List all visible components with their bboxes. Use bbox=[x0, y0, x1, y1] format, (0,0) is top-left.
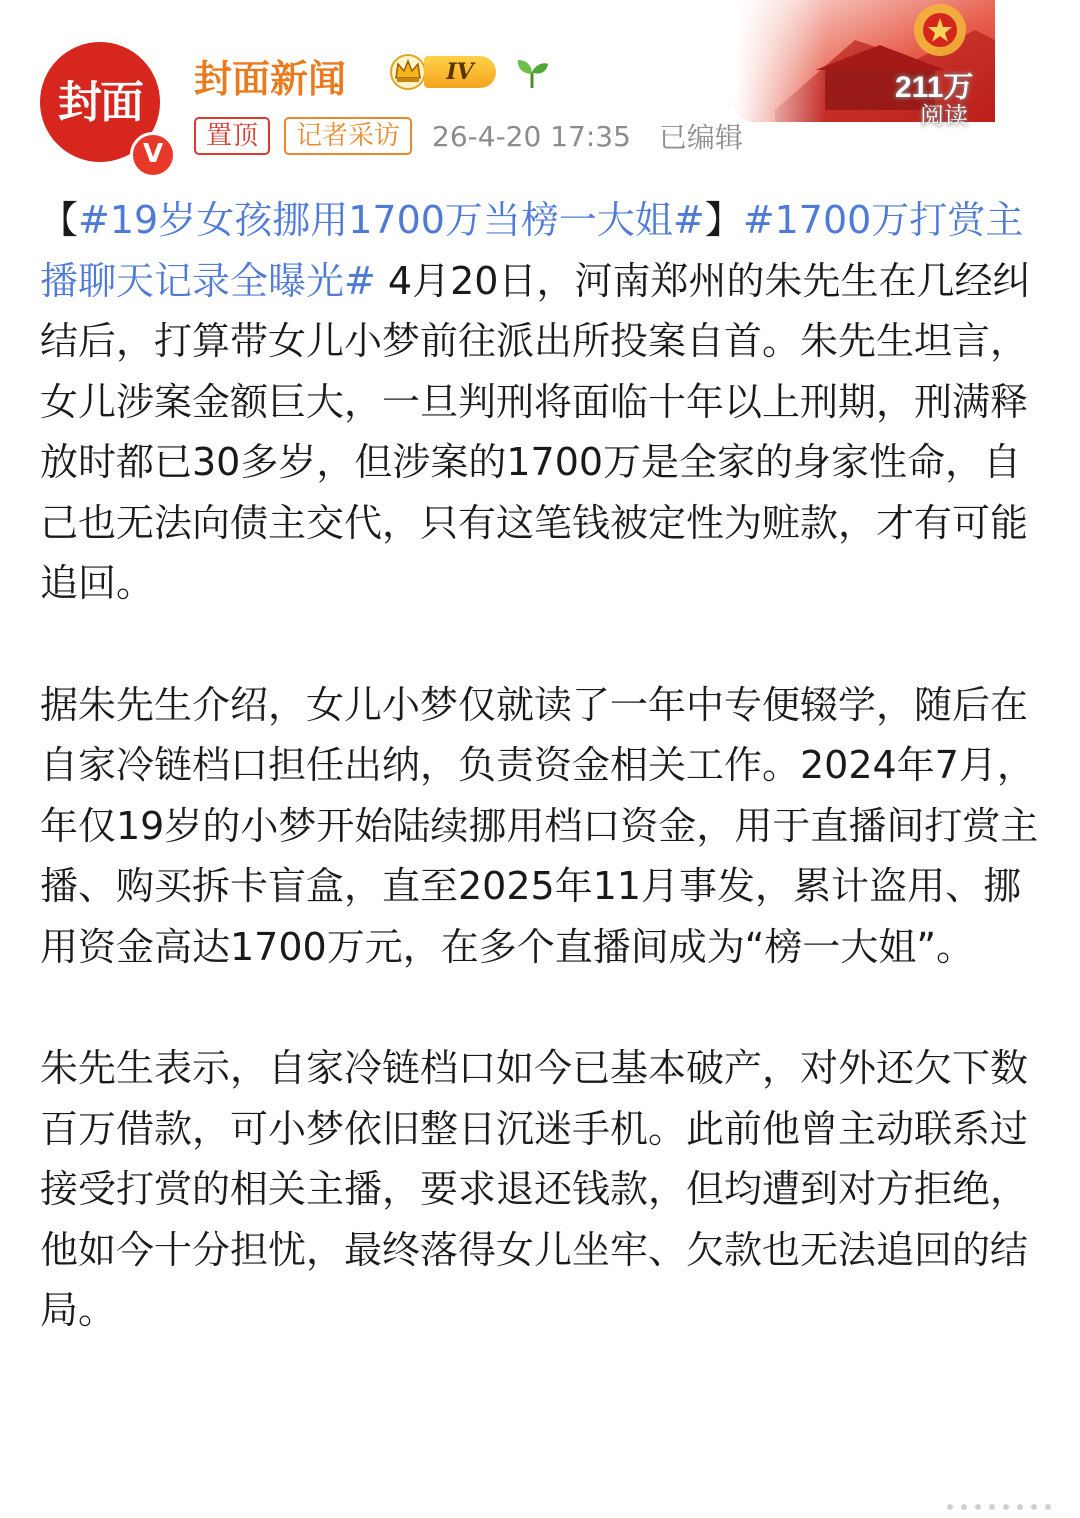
hashtag-link[interactable]: #19岁女孩挪用1700万当榜一大姐# bbox=[78, 198, 705, 242]
paragraph-1 bbox=[40, 190, 1040, 614]
paragraph-gap bbox=[40, 614, 1040, 675]
sprout-icon bbox=[512, 54, 552, 90]
read-label: 阅读 bbox=[920, 102, 968, 130]
paragraph-2: 据朱先生介绍，女儿小梦仅就读了一年中专便辍学，随后在自家冷链档口担任出纳，负责资金相关工作。2024年7月，年仅19岁的小梦开始陆续挪用档口资金，用于直播间打赏主播、购买拆卡盲盒，直至2025年11月事发，累计盗用、挪用资金高达1700万元，在多个直播间成为“榜一大姐”。 bbox=[40, 682, 1039, 969]
avatar[interactable] bbox=[40, 42, 164, 169]
paragraph-gap bbox=[40, 977, 1040, 1038]
interview-tag[interactable]: 记者采访 bbox=[284, 117, 412, 155]
paragraph-3: 朱先生表示，自家冷链档口如今已基本破产，对外还欠下数百万借款，可小梦依旧整日沉迷手机。此前他曾主动联系过接受打赏的相关主播，要求退还钱款，但均遭到对方拒绝，他如今十分担忧，最终落得女儿坐牢、欠款也无法追回的结局。 bbox=[40, 1046, 1029, 1332]
user-name[interactable]: 封面新闻 bbox=[194, 57, 347, 101]
post-header bbox=[0, 0, 1080, 175]
scroll-indicator-dots bbox=[942, 1500, 1062, 1514]
post-time: 26-4-20 17:35 bbox=[432, 119, 631, 153]
meta-row bbox=[194, 116, 743, 156]
paragraph-1-text: 4月20日，河南郑州的朱先生在几经纠结后，打算带女儿小梦前往派出所投案自首。朱先生坦言，女儿涉案金额巨大，一旦判刑将面临十年以上刑期，刑满释放时都已30多岁，但涉案的1700万是全家的身家性命，自己也无法向债主交代，只有这笔钱被定性为赃款，才有可能追回。 bbox=[40, 258, 1031, 605]
edited-label[interactable]: 已编辑 bbox=[658, 121, 743, 154]
crown-icon bbox=[388, 52, 428, 90]
bracket-close: 】 bbox=[704, 198, 743, 242]
bracket-open: 【 bbox=[40, 198, 79, 242]
post-content bbox=[40, 190, 1040, 1341]
level-badge[interactable]: IV bbox=[424, 56, 496, 88]
hashtag-link[interactable]: #1700万打赏主播聊天记录全曝光# bbox=[40, 198, 1024, 303]
avatar-text: 封面 bbox=[58, 77, 142, 128]
pinned-tag: 置顶 bbox=[194, 117, 270, 155]
verified-badge: V bbox=[130, 132, 176, 178]
read-count: 211万 bbox=[895, 71, 974, 104]
